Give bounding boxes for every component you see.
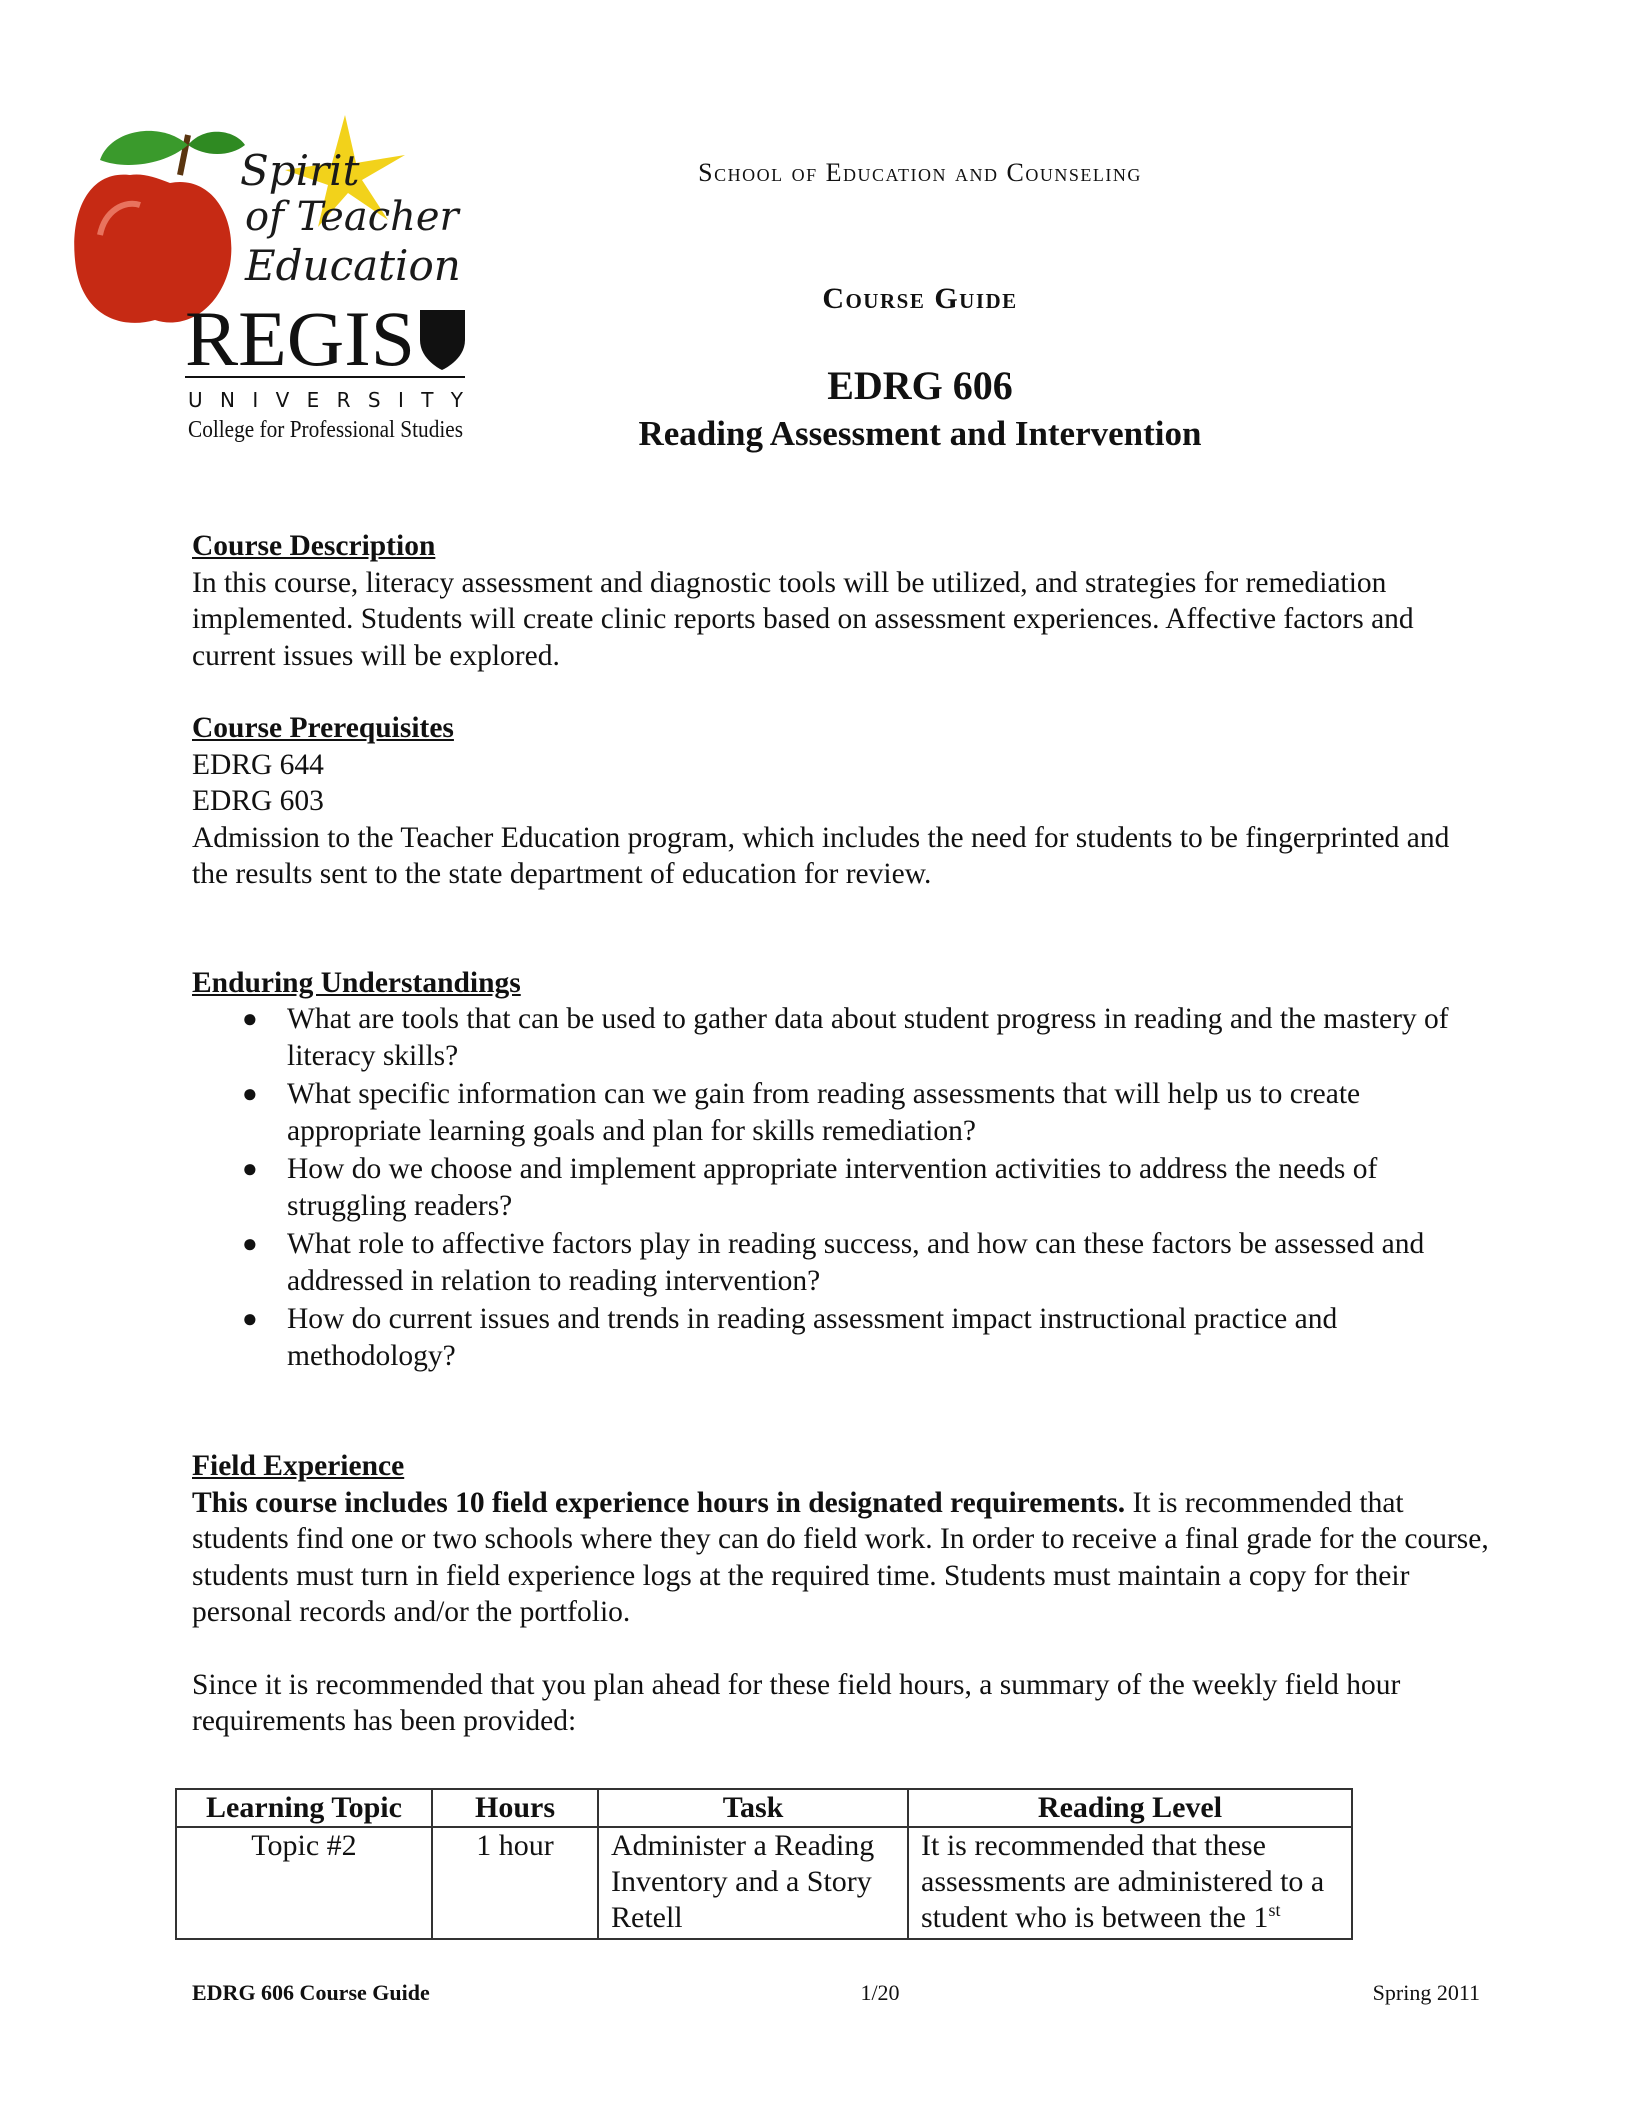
bullet-icon: ● [242, 1304, 258, 1333]
course-code: EDRG 606 [827, 363, 1013, 408]
column-header: Task [598, 1789, 908, 1827]
list-item: ● How do we choose and implement appropriate intervention activities to address the needs of struggling readers? [242, 1153, 1378, 1222]
field-experience-text [192, 1485, 1492, 1631]
list-item: ● What are tools that can be used to gather data about student progress in reading and the mastery of literacy skills? [242, 1003, 1449, 1072]
field-experience-bold-lead: This course includes 10 field experience hours in designated requirements. [192, 1486, 1126, 1519]
column-header: Learning Topic [176, 1789, 432, 1827]
column-header: Reading Level [908, 1789, 1352, 1827]
list-item: ● What specific information can we gain from reading assessments that will help us to create appropriate learning goals and plan for skills remediation? [242, 1078, 1361, 1147]
table-cell-topic: Topic #2 [176, 1827, 432, 1939]
table-row [176, 1827, 1352, 1939]
field-hours-summary: Since it is recommended that you plan ahead for these field hours, a summary of the weekly field hour requirements has been provided: [192, 1668, 1401, 1737]
table-cell-hours: 1 hour [432, 1827, 598, 1939]
footer-term: Spring 2011 [1372, 1980, 1480, 2005]
bullet-icon: ● [242, 1229, 258, 1258]
enduring-understandings-list [192, 1001, 1492, 1374]
regis-university-logo [70, 115, 480, 460]
table-cell-reading-level: It is recommended that these assessments are administered to a student who is between the 1st [908, 1827, 1352, 1939]
footer-page-number: 1/20 [860, 1980, 900, 2005]
field-experience-body: It is recommended that students find one or two schools where they can do field work. In order to receive a final grade for the course, students must turn in field experience logs at the required time. Students must maintain a copy for their personal records and/or the portfolio. [192, 1486, 1489, 1628]
logo-wordmark: REGIS [185, 295, 415, 382]
prerequisite-item: EDRG 603 [192, 785, 324, 817]
enduring-understandings-heading: Enduring Understandings [192, 966, 521, 999]
shield-icon [420, 310, 465, 370]
course-guide-label: Course Guide [822, 282, 1018, 315]
logo-script-spirit: Spirit [240, 146, 360, 195]
school-name: School of Education and Counseling [698, 158, 1142, 187]
bullet-icon: ● [242, 1004, 258, 1033]
list-item: ● How do current issues and trends in reading assessment impact instructional practice and methodology? [242, 1303, 1338, 1372]
bullet-icon: ● [242, 1079, 258, 1108]
course-prerequisites-heading: Course Prerequisites [192, 712, 454, 744]
column-header: Hours [432, 1789, 598, 1827]
bullet-icon: ● [242, 1154, 258, 1183]
logo-university: UNIVERSITY [188, 388, 463, 412]
logo-script-education: Education [245, 241, 461, 290]
leaf-icon [100, 131, 188, 165]
logo-college: College for Professional Studies [188, 417, 463, 443]
course-title: Reading Assessment and Intervention [638, 414, 1202, 453]
document-body [192, 528, 1492, 1740]
field-experience-heading: Field Experience [192, 1450, 405, 1482]
footer-course-guide: EDRG 606 Course Guide [192, 1980, 430, 2005]
course-description-heading: Course Description [192, 530, 436, 562]
prerequisite-item: EDRG 644 [192, 748, 324, 781]
table-cell-task: Administer a Reading Inventory and a Story Retell [598, 1827, 908, 1939]
course-description-text: In this course, literacy assessment and diagnostic tools will be utilized, and strategies for remediation implemented. Students will create clinic reports based on assessment experiences. Affective factors and current issues will be explored. [192, 566, 1414, 672]
table-header-row [176, 1789, 1352, 1827]
logo-script-teacher: of Teacher [245, 194, 459, 240]
field-hours-table [175, 1788, 1353, 1940]
prerequisite-item: Admission to the Teacher Education program, which includes the need for students to be fingerprinted and the results sent to the state department of education for review. [192, 821, 1450, 890]
list-item: ● What role to affective factors play in reading success, and how can these factors be assessed and addressed in relation to reading intervention? [242, 1228, 1425, 1297]
